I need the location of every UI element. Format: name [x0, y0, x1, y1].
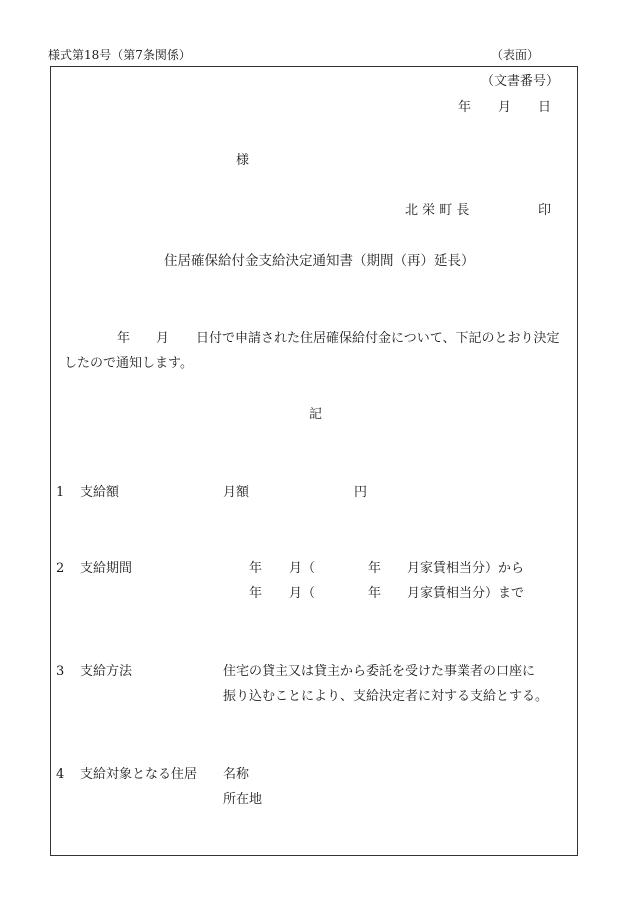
- item-4-number: 4: [56, 767, 65, 782]
- period-to-year: 年: [249, 586, 263, 601]
- document-title: 住居確保給付金支給決定通知書（期間（再）延長）: [164, 253, 475, 269]
- item-1-yen: 円: [354, 485, 368, 500]
- item-3-label: 支給方法: [80, 664, 133, 679]
- item-1-number: 1: [56, 485, 65, 500]
- period-from-suffix: 月家賃相当分）から: [407, 561, 525, 576]
- body-text-line1: 日付で申請された住居確保給付金について、下記のとおり決定: [196, 331, 560, 346]
- item-3-number: 3: [56, 664, 65, 679]
- period-to-year2: 年: [368, 586, 382, 601]
- period-to-month: 月（: [289, 586, 316, 601]
- period-to-suffix: 月家賃相当分）まで: [407, 586, 525, 601]
- item-2-label: 支給期間: [80, 561, 133, 576]
- item-1-label: 支給額: [80, 485, 120, 500]
- date-day: 日: [538, 100, 552, 115]
- ki-mark: 記: [309, 407, 323, 422]
- item-2-number: 2: [56, 561, 65, 576]
- payment-method-line1: 住宅の貸主又は貸主から委託を受けた事業者の口座に: [223, 664, 536, 679]
- item-4-label: 支給対象となる住居: [80, 767, 198, 782]
- period-from-year: 年: [249, 561, 263, 576]
- body-text-line2: したので通知します。: [64, 356, 193, 371]
- issuer-name: 北 栄 町 長: [405, 203, 470, 218]
- period-from-year2: 年: [368, 561, 382, 576]
- item-1-monthly: 月額: [223, 485, 250, 500]
- date-year: 年: [458, 100, 472, 115]
- form-number: 様式第18号（第7条関係）: [48, 48, 191, 62]
- body-month: 月: [156, 331, 170, 346]
- payment-method-line2: 振り込むことにより、支給決定者に対する支給とする。: [223, 689, 549, 704]
- body-year: 年: [117, 331, 131, 346]
- addressee-honorific: 様: [236, 153, 250, 168]
- document-frame: [50, 66, 578, 856]
- side-label: （表面）: [491, 48, 540, 62]
- residence-name-label: 名称: [223, 767, 250, 782]
- document-number: （文書番号）: [481, 74, 560, 89]
- date-month: 月: [498, 100, 512, 115]
- residence-address-label: 所在地: [223, 792, 263, 807]
- seal-mark: 印: [538, 203, 552, 218]
- period-from-month: 月（: [289, 561, 316, 576]
